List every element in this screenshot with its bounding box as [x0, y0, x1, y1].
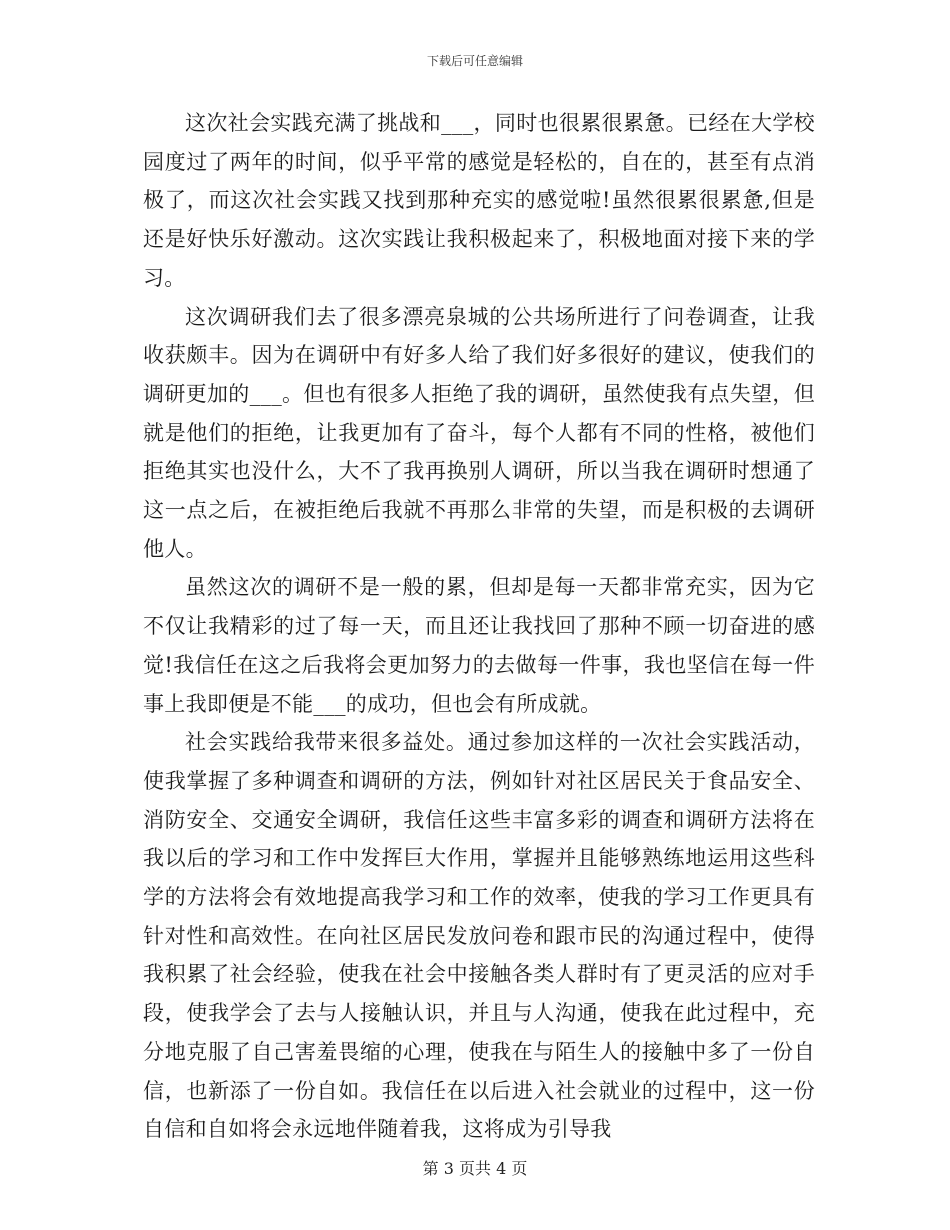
document-body	[143, 104, 815, 1149]
paragraph-2: 这次调研我们去了很多漂亮泉城的公共场所进行了问卷调查，让我收获颇丰。因为在调研中有好多人给了我们好多很好的建议，使我们的调研更加的___。但也有很多人拒绝了我的调研，虽然使我有点失望，但就是他们的拒绝，让我更加有了奋斗，每个人都有不同的性格，被他们拒绝其实也没什么，大不了我再换别人调研，所以当我在调研时想通了这一点之后，在被拒绝后我就不再那么非常的失望，而是积极的去调研他人。	[143, 304, 815, 561]
page-footer: 第 3 页共 4 页	[422, 1159, 528, 1178]
paragraph-4: 社会实践给我带来很多益处。通过参加这样的一次社会实践活动，使我掌握了多种调查和调研的方法，例如针对社区居民关于食品安全、消防安全、交通安全调研，我信任这些丰富多彩的调查和调研方法将在我以后的学习和工作中发挥巨大作用，掌握并且能够熟练地运用这些科学的方法将会有效地提高我学习和工作的效率，使我的学习工作更具有针对性和高效性。在向社区居民发放问卷和跟市民的沟通过程中，使得我积累了社会经验，使我在社会中接触各类人群时有了更灵活的应对手段，使我学会了去与人接触认识，并且与人沟通，使我在此过程中，充分地克服了自己害羞畏缩的心理，使我在与陌生人的接触中多了一份自信，也新添了一份自如。我信任在以后进入社会就业的过程中，这一份自信和自如将会永远地伴随着我，这将成为引导我	[143, 730, 815, 1142]
paragraph-3: 虽然这次的调研不是一般的累，但却是每一天都非常充实，因为它不仅让我精彩的过了每一天，而且还让我找回了那种不顾一切奋进的感觉!我信任在这之后我将会更加努力的去做每一件事，我也坚信在每一件事上我即便是不能___的成功，但也会有所成就。	[143, 575, 815, 716]
paragraph-1: 这次社会实践充满了挑战和___，同时也很累很累惫。已经在大学校园度过了两年的时间，似乎平常的感觉是轻松的，自在的，甚至有点消极了，而这次社会实践又找到那种充实的感觉啦!虽然很累很累惫,但是还是好快乐好激动。这次实践让我积极起来了，积极地面对接下来的学习。	[143, 111, 815, 290]
page-header: 下载后可任意编辑	[426, 54, 523, 68]
